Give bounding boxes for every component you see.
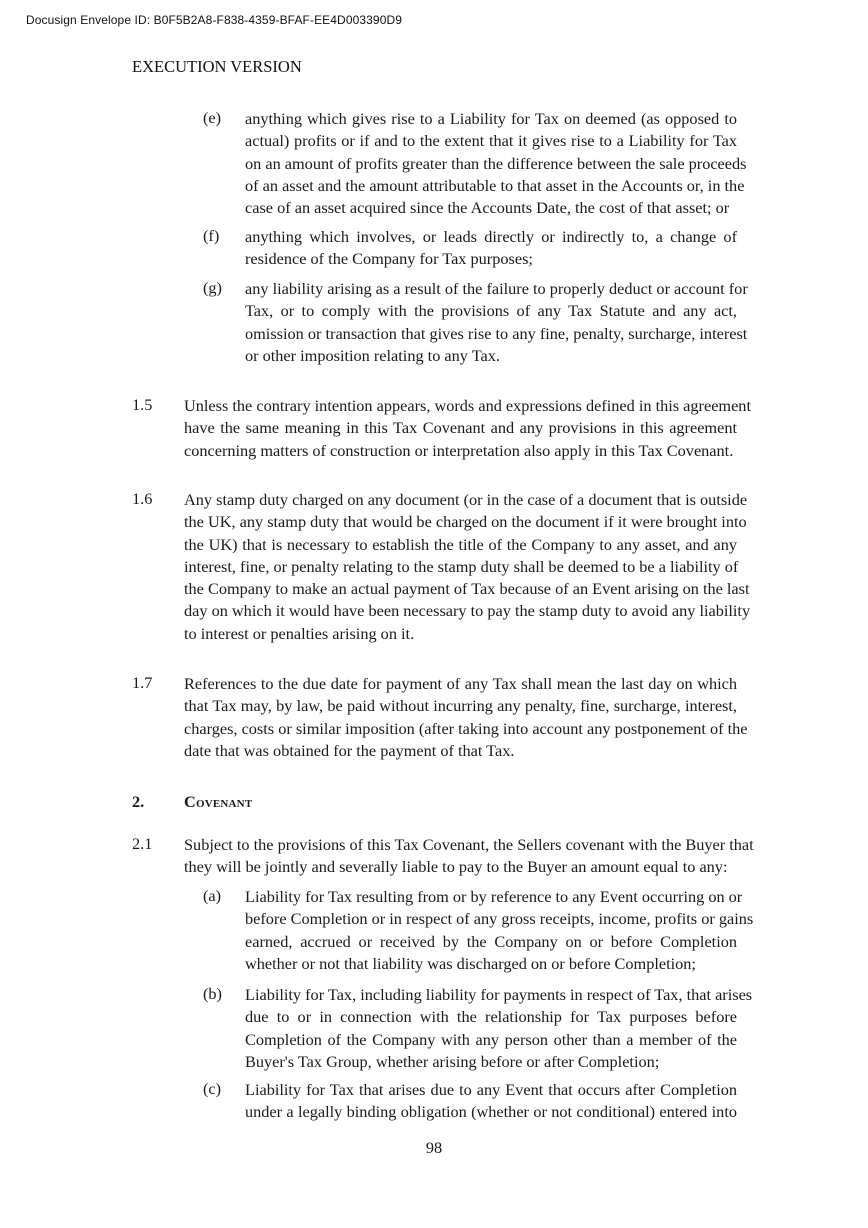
text-line: they will be jointly and severally liable to pay to the Buyer an amount equal to any: <box>184 857 728 877</box>
text-line: Tax, or to comply with the provisions of any Tax Statute and any act, <box>245 301 737 321</box>
text-line: the UK) that is necessary to establish the title of the Company to any asset, and any <box>184 534 737 554</box>
text-line: date that was obtained for the payment of that Tax. <box>184 740 515 760</box>
section-title: Covenant <box>184 792 253 811</box>
text-line: actual) profits or if and to the extent that it gives rise to a Liability for Tax <box>245 131 737 151</box>
sub-clause-text <box>245 278 748 367</box>
text-line: References to the due date for payment of any Tax shall mean the last day on which <box>184 674 737 693</box>
execution-version-header: EXECUTION VERSION <box>132 57 302 76</box>
text-line: Subject to the provisions of this Tax Covenant, the Sellers covenant with the Buyer that <box>184 835 754 854</box>
clause-text <box>184 673 748 762</box>
text-line: under a legally binding obligation (whether or not conditional) entered into <box>245 1102 737 1122</box>
sub-clause-label: (e) <box>203 108 222 127</box>
text-line: residence of the Company for Tax purposes; <box>245 249 533 269</box>
sub-clause-label: (c) <box>203 1079 222 1098</box>
text-line: have the same meaning in this Tax Covenant and any provisions in this agreement <box>184 418 737 438</box>
text-line: interest, fine, or penalty relating to the stamp duty shall be deemed to be a liability of <box>184 556 739 576</box>
sub-clause-text <box>245 1079 737 1124</box>
text-line: the Company to make an actual payment of Tax because of an Event arising on the last <box>184 579 750 599</box>
text-line: Buyer's Tax Group, whether arising before or after Completion; <box>245 1051 660 1071</box>
text-line: of an asset and the amount attributable to that asset in the Accounts or, in the <box>245 175 745 195</box>
clause-number: 2.1 <box>132 834 153 853</box>
text-line: whether or not that liability was discharged on or before Completion; <box>245 953 696 973</box>
sub-clause-text <box>245 108 747 219</box>
sub-clause-label: (g) <box>203 278 222 297</box>
sub-clause-text <box>245 886 754 975</box>
text-line: Completion of the Company with any person other than a member of the <box>245 1029 737 1049</box>
clause-text <box>184 834 754 879</box>
text-line: on an amount of profits greater than the difference between the sale proceeds <box>245 153 747 173</box>
text-line: anything which gives rise to a Liability for Tax on deemed (as opposed to <box>245 109 737 128</box>
clause-number: 1.7 <box>132 673 153 692</box>
text-line: Liability for Tax that arises due to any Event that occurs after Completion <box>245 1080 737 1099</box>
text-line: concerning matters of construction or interpretation also apply in this Tax Covenant. <box>184 440 734 460</box>
text-line: anything which involves, or leads directly or indirectly to, a change of <box>245 227 737 246</box>
text-line: Unless the contrary intention appears, words and expressions defined in this agreement <box>184 396 751 415</box>
sub-clause-label: (f) <box>203 226 220 245</box>
docusign-envelope-id: Docusign Envelope ID: B0F5B2A8-F838-4359-BFAF-EE4D003390D9 <box>26 13 403 27</box>
text-line: before Completion or in respect of any gross receipts, income, profits or gains <box>245 909 754 929</box>
text-line: to interest or penalties arising on it. <box>184 623 415 643</box>
sub-clause-label: (a) <box>203 886 222 905</box>
clause-text <box>184 489 751 645</box>
text-line: day on which it would have been necessary to pay the stamp duty to avoid any liability <box>184 601 751 621</box>
text-line: omission or transaction that gives rise to any fine, penalty, surcharge, interest <box>245 323 748 343</box>
page-number: 98 <box>425 1138 443 1157</box>
text-line: case of an asset acquired since the Accounts Date, the cost of that asset; or <box>245 198 730 218</box>
section-number: 2. <box>132 792 145 811</box>
text-line: Any stamp duty charged on any document (or in the case of a document that is outside <box>184 490 748 509</box>
clause-text <box>184 395 751 462</box>
text-line: earned, accrued or received by the Company on or before Completion <box>245 931 737 951</box>
text-line: the UK, any stamp duty that would be charged on the document if it were brought into <box>184 512 747 532</box>
sub-clause-text <box>245 984 753 1073</box>
text-line: Liability for Tax, including liability for payments in respect of Tax, that arises <box>245 985 753 1004</box>
text-line: Liability for Tax resulting from or by reference to any Event occurring on or <box>245 887 743 906</box>
text-line: due to or in connection with the relationship for Tax purposes before <box>245 1007 737 1027</box>
text-line: that Tax may, by law, be paid without incurring any penalty, fine, surcharge, interest, <box>184 696 737 716</box>
sub-clause-label: (b) <box>203 984 222 1003</box>
clause-number: 1.5 <box>132 395 153 414</box>
text-line: or other imposition relating to any Tax. <box>245 345 500 365</box>
text-line: any liability arising as a result of the failure to properly deduct or account for <box>245 279 748 298</box>
text-line: charges, costs or similar imposition (after taking into account any postponement of the <box>184 718 748 738</box>
clause-number: 1.6 <box>132 489 153 508</box>
sub-clause-text <box>245 226 737 271</box>
